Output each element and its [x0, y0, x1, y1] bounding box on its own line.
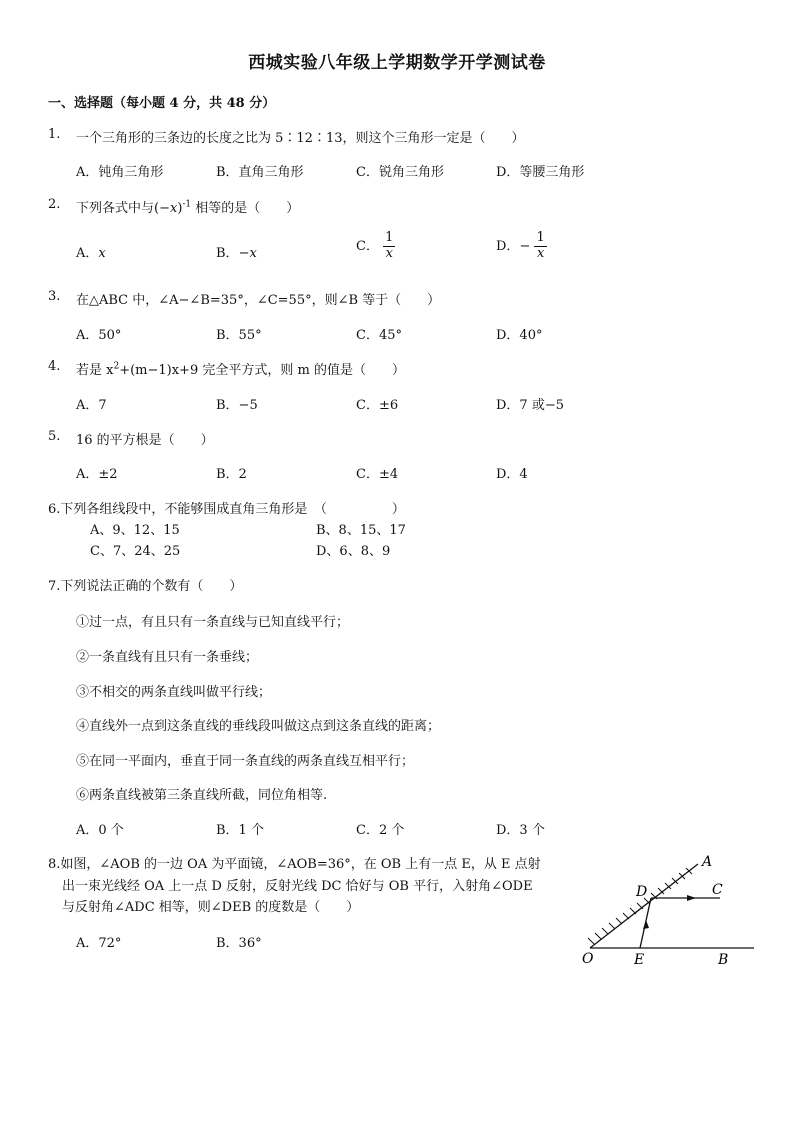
question-2-option-d-label: D．: [496, 238, 520, 254]
question-5-option-c: C．±4: [356, 467, 399, 482]
question-8-line-2: 出一束光线经 OA 上一点 D 反射，反射光线 DC 恰好与 OB 平行，入射角∠ODE: [62, 879, 533, 894]
question-2-stem-post: ): [177, 201, 183, 216]
question-2-number: 2.: [48, 197, 61, 212]
question-4-stem: [76, 359, 405, 378]
question-4-stem-sup: 2: [113, 361, 120, 372]
question-7-statement-2: ②一条直线有且只有一条垂线；: [76, 650, 259, 665]
question-2-stem: [76, 197, 299, 216]
question-5-option-d: D．4: [496, 467, 528, 482]
question-2-option-a-value: x: [98, 246, 106, 261]
question-2-stem-tail: 相等的是（ ）: [191, 201, 300, 216]
question-7-statement-4: ④直线外一点到这条直线的垂线段叫做这点到这条直线的距离；: [76, 719, 441, 734]
arrow-up-icon: [643, 920, 649, 929]
question-2-option-d: [496, 231, 547, 262]
question-2-option-a-label: A．: [76, 246, 99, 261]
question-5-stem: 16 的平方根是（ ）: [76, 433, 214, 448]
question-6-option-b: B、8、15、17: [316, 523, 406, 538]
question-4-option-b: B．−5: [216, 398, 258, 413]
question-7-statement-6: ⑥两条直线被第三条直线所截，同位角相等.: [76, 788, 328, 803]
question-1-option-b: B．直角三角形: [216, 165, 304, 180]
question-3-option-b: B．55°: [216, 328, 262, 343]
ray-oa: [590, 864, 698, 948]
label-c: C: [712, 882, 723, 898]
question-5-option-b: B．2: [216, 467, 247, 482]
question-1-number: 1.: [48, 127, 61, 142]
question-1-stem: 一个三角形的三条边的长度之比为 5∶12∶13，则这个三角形一定是（ ）: [76, 131, 525, 146]
question-4-option-d: D．7 或−5: [496, 398, 564, 413]
question-6-option-d: D、6、8、9: [316, 544, 391, 559]
label-o: O: [582, 951, 594, 967]
question-8-option-a: A．72°: [76, 936, 122, 951]
fraction-numerator: 1: [536, 230, 545, 245]
question-3-option-c: C．45°: [356, 328, 402, 343]
question-5-number: 5.: [48, 429, 61, 444]
question-2-stem-var: −x: [159, 201, 178, 216]
question-2-option-b-value: −x: [238, 246, 257, 261]
question-3-number: 3.: [48, 289, 61, 304]
question-1-option-c: C．锐角三角形: [356, 165, 444, 180]
question-7-stem: 7.下列说法正确的个数有（ ）: [48, 579, 243, 594]
fraction-one-over-x: [383, 231, 395, 262]
question-4-stem-pre: 若是 x: [76, 363, 114, 378]
label-b: B: [718, 952, 729, 968]
question-2-option-c-label: C．: [356, 238, 379, 254]
fraction-denominator: x: [536, 245, 545, 261]
question-5-option-a: A．±2: [76, 467, 118, 482]
fraction-one-over-x: [534, 231, 546, 262]
mirror-reflection-figure: [578, 850, 758, 970]
question-2-option-a: [76, 242, 106, 261]
question-3-option-a: A．50°: [76, 328, 122, 343]
label-a: A: [702, 854, 713, 870]
question-6-stem: 6.下列各组线段中，不能够围成直角三角形是 （ ）: [48, 502, 405, 517]
question-8-line-1: 8.如图，∠AOB 的一边 OA 为平面镜，∠AOB=36°，在 OB 上有一点 E，从 E 点射: [48, 857, 541, 872]
question-2-option-b-label: B．: [216, 246, 239, 261]
label-d: D: [636, 884, 648, 900]
question-2-stem-pre: 下列各式中与(: [76, 201, 160, 216]
question-3-stem: 在△ABC 中，∠A−∠B=35°，∠C=55°，则∠B 等于（ ）: [76, 293, 441, 308]
label-e: E: [634, 952, 645, 968]
question-7-option-d: D．3 个: [496, 823, 545, 838]
section-heading: 一、选择题（每小题 4 分，共 48 分）: [48, 96, 276, 111]
question-4-option-a: A．7: [76, 398, 107, 413]
question-2-stem-sup: -1: [182, 199, 192, 210]
question-4-number: 4.: [48, 359, 61, 374]
fraction-denominator: x: [385, 245, 393, 261]
question-6-option-a: A、9、12、15: [90, 523, 180, 538]
arrow-right-icon: [687, 895, 696, 901]
question-1-option-a: A．钝角三角形: [76, 165, 164, 180]
question-7-option-c: C．2 个: [356, 823, 405, 838]
question-7-option-a: A．0 个: [76, 823, 124, 838]
question-7-statement-3: ③不相交的两条直线叫做平行线；: [76, 685, 272, 700]
question-2-option-d-sign: −: [519, 238, 531, 254]
question-1-option-d: D．等腰三角形: [496, 165, 585, 180]
question-4-stem-post: +(m−1)x+9 完全平方式，则 m 的值是（ ）: [119, 363, 405, 378]
mirror-hatching: [588, 868, 692, 944]
question-3-option-d: D．40°: [496, 328, 543, 343]
question-4-option-c: C．±6: [356, 398, 399, 413]
question-8-line-3: 与反射角∠ADC 相等，则∠DEB 的度数是（ ）: [62, 900, 360, 915]
question-6-option-c: C、7、24、25: [90, 544, 181, 559]
fraction-numerator: 1: [385, 230, 394, 245]
page-title: 西城实验八年级上学期数学开学测试卷: [248, 53, 546, 73]
question-8-option-b: B．36°: [216, 936, 262, 951]
question-2-option-b: [216, 242, 257, 261]
question-7-option-b: B．1 个: [216, 823, 264, 838]
question-2-option-c: [356, 231, 395, 262]
question-7-statement-5: ⑤在同一平面内，垂直于同一条直线的两条直线互相平行；: [76, 754, 415, 769]
question-7-statement-1: ①过一点，有且只有一条直线与已知直线平行；: [76, 615, 350, 630]
